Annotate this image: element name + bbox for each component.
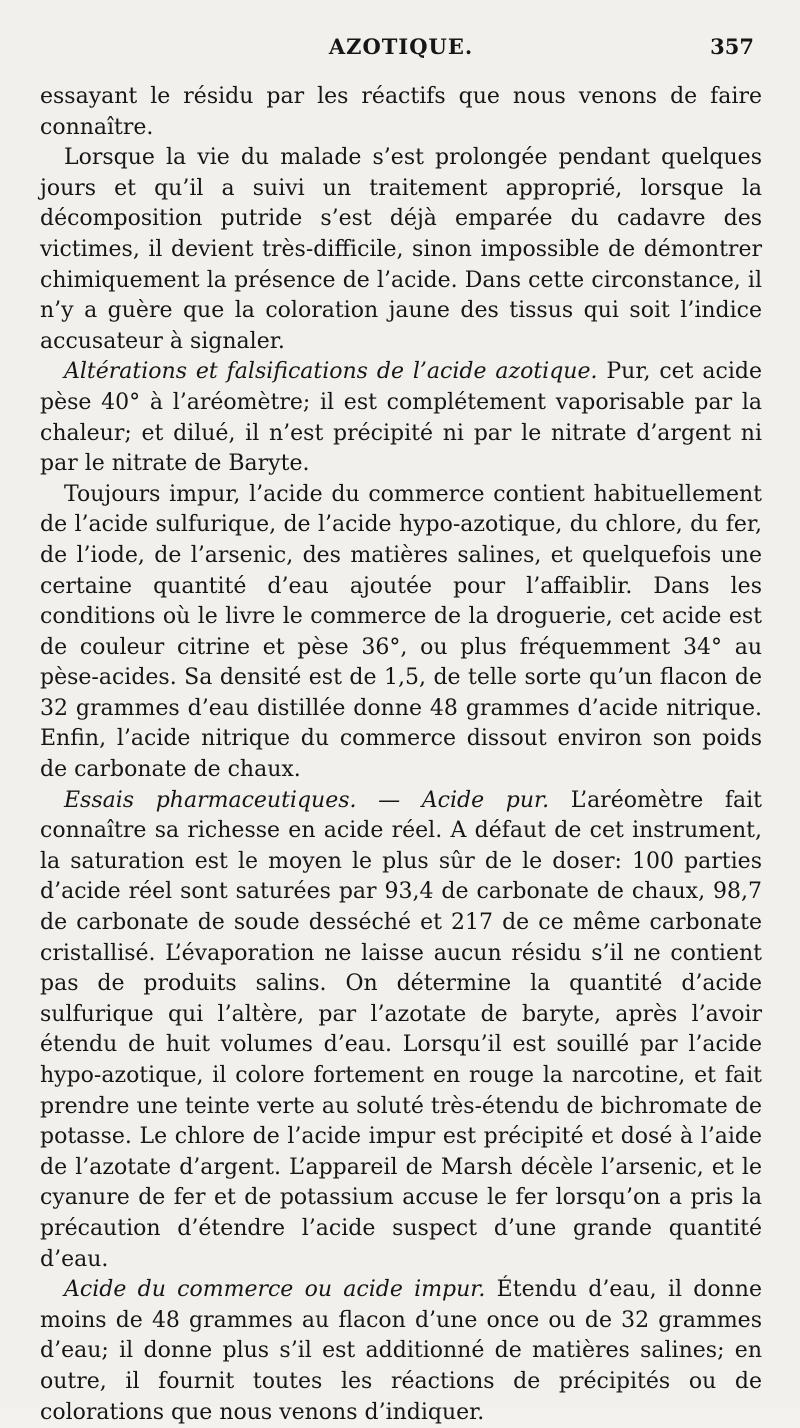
- paragraph-essais-body: L’aréomètre fait connaître sa richesse en acide réel. A défaut de cet instrument, la saturation est le moyen le plus sûr de le doser: 100 parties d’acide réel sont saturées par 93,4 de carbonate de chaux, 98,7 de carbonate de soude desséché et 217 de ce même carbonate cristallisé. L’évaporation ne laisse aucun résidu s’il ne contient pas de produits salins. On détermine la quantité d’acide sulfurique qui l’altère, par l’azotate de baryte, après l’avoir étendu de huit volumes d’eau. Lorsqu’il est souillé par l’acide hypo-azotique, il colore fortement en rouge la narcotine, et fait prendre une teinte verte au soluté très-étendu de bichromate de potasse. Le chlore de l’acide impur est précipité et dosé à l’aide de l’azotate d’argent. L’appareil de Marsh décèle l’arsenic, et le cyanure de fer et de potassium accuse le fer lorsqu’on a pris la précaution d’étendre l’acide suspect d’une grande quantité d’eau.: [40, 787, 762, 1272]
- running-head: AZOTIQUE.: [328, 34, 474, 59]
- paragraph-continuation: essayant le résidu par les réactifs que nous venons de faire connaître.: [40, 84, 762, 140]
- paragraph-acide-commerce: [40, 1275, 762, 1428]
- paragraph-alterations: [40, 357, 762, 479]
- paragraph-impurities: Toujours impur, l’acide du commerce contient habituellement de l’acide sulfurique, de l’acide hypo-azotique, du chlore, du fer, de l’iode, de l’arsenic, des matières salines, et quelquefois une certaine quantité d’eau ajoutée pour l’affaiblir. Dans les conditions où le livre le commerce de la droguerie, cet acide est de couleur citrine et pèse 36°, ou plus fréquemment 34° au pèse-acides. Sa densité est de 1,5, de telle sorte qu’un flacon de 32 grammes d’eau distillée donne 48 grammes d’acide nitrique. Enfin, l’acide nitrique du commerce dissout environ son poids de carbonate de chaux.: [40, 481, 762, 783]
- paragraph-alterations-body: Pur, cet acide pèse 40° à l’aréomètre; il est complétement vaporisable par la chaleur; et dilué, il n’est précipité ni par le nitrate d’argent ni par le nitrate de Baryte.: [40, 359, 762, 477]
- section-lead-essais: Essais pharmaceutiques. — Acide pur.: [64, 787, 550, 813]
- paragraph-decomposition: Lorsque la vie du malade s’est prolongée pendant quelques jours et qu’il a suivi un traitement approprié, lorsque la décomposition putride s’est déjà emparée du cadavre des victimes, il devient très-difficile, sinon impossible de démontrer chimiquement la présence de l’acide. Dans cette circonstance, il n’y a guère que la coloration jaune des tissus qui soit l’indice accusateur à signaler.: [40, 145, 762, 354]
- section-lead-alterations: Altérations et falsifications de l’acide azotique.: [64, 359, 598, 385]
- paragraph-acide-commerce-body: Étendu d’eau, il donne moins de 48 grammes au flacon d’une once ou de 32 grammes d’eau; il donne plus s’il est additionné de matières salines; en outre, il fournit toutes les réactions de précipités ou de colorations que nous venons d’indiquer.: [40, 1277, 762, 1425]
- body-text: [40, 82, 762, 1428]
- page-number: 357: [710, 34, 754, 59]
- paragraph-essais: [40, 786, 762, 1276]
- page-header: [40, 34, 762, 82]
- section-lead-acide-commerce: Acide du commerce ou acide impur.: [64, 1277, 486, 1303]
